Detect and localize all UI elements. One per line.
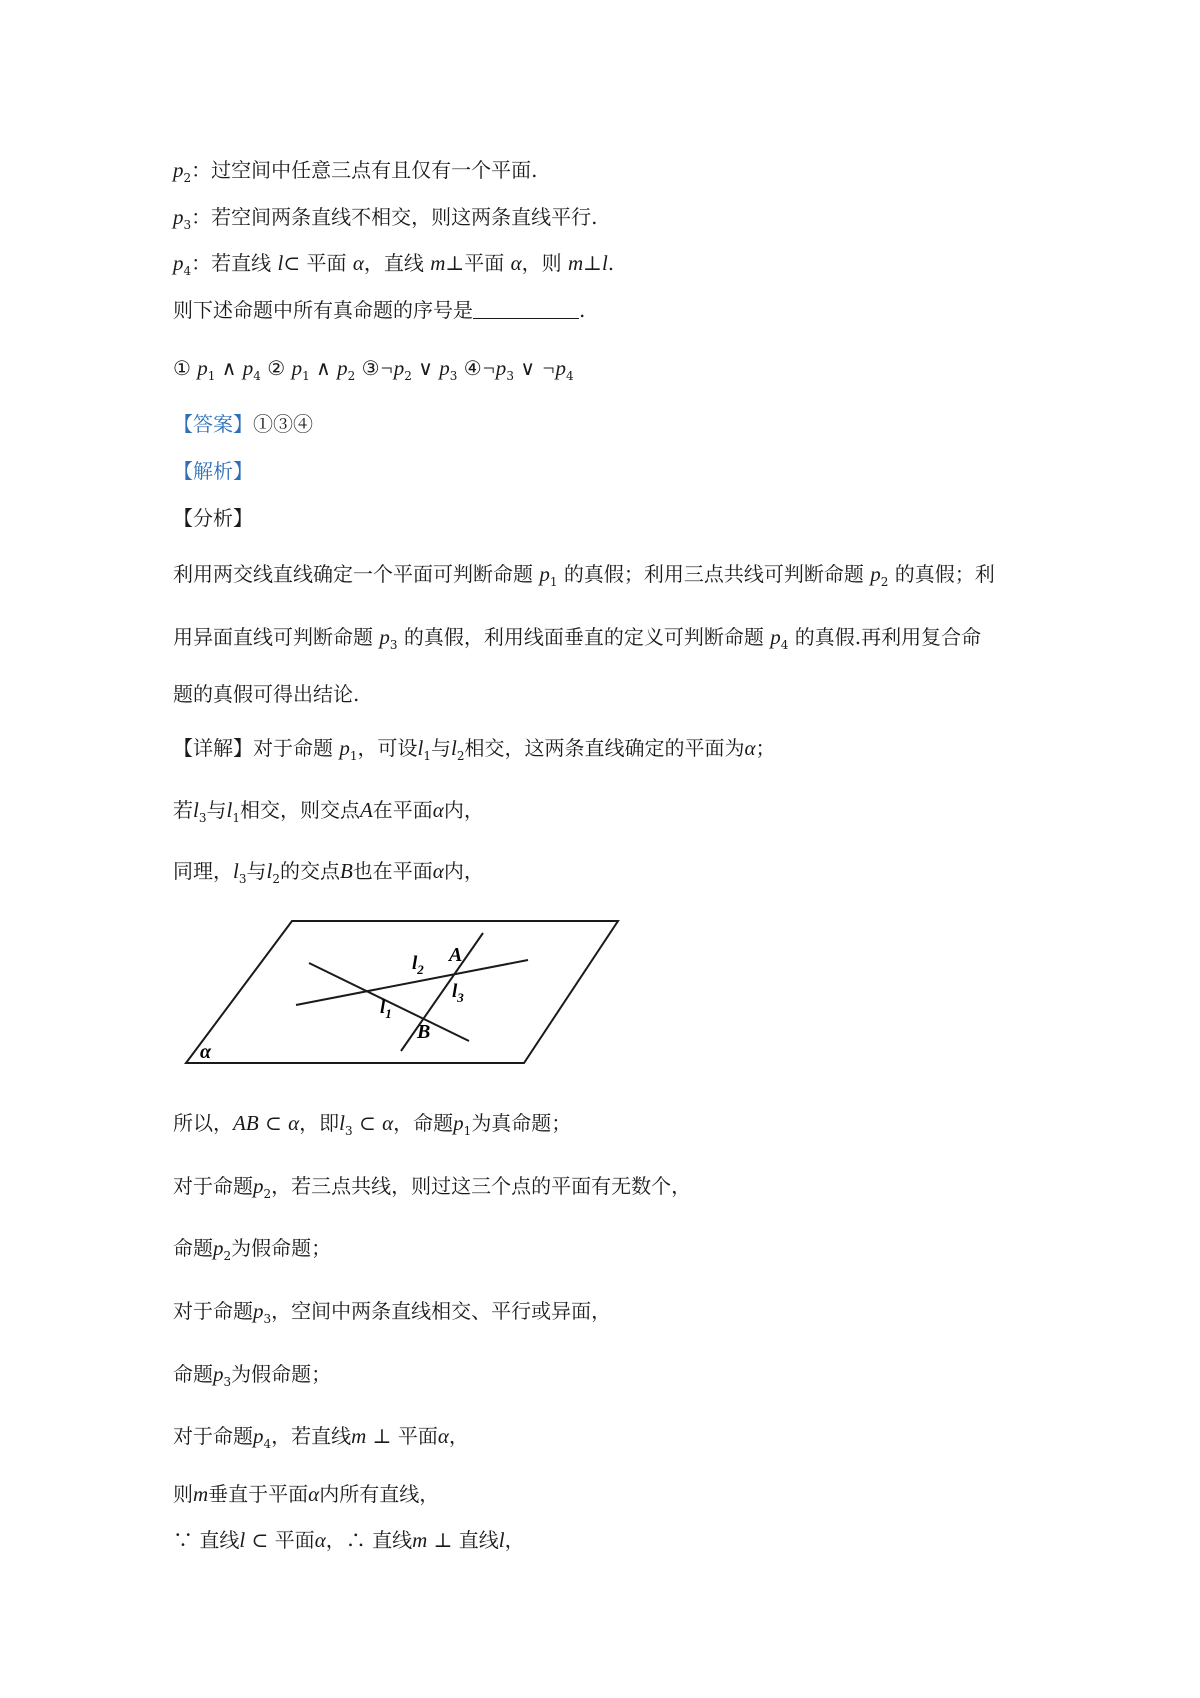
question: 则下述命题中所有真命题的序号是 . [173, 298, 586, 322]
proposition-p3: $p_3$：若空间两条直线不相交，则这两条直线平行. [173, 205, 598, 232]
plane-lines-figure [180, 915, 620, 1075]
option-2: ② $p_1$ ∧ $p_2$ [267, 356, 356, 383]
options-line [173, 358, 574, 382]
analysis-label: 【解析】 [173, 459, 253, 483]
label-l2: $l_2$ [412, 953, 424, 977]
detail-line-7: 对于命题$p_3$，空间中两条直线相交、平行或异面， [173, 1299, 612, 1326]
option-4: $④\neg p_3$ ∨ $\neg p_4$ [463, 356, 574, 383]
detail-line-11: ∵ 直线l ⊂ 平面α，∴ 直线m ⊥ 直线l， [173, 1528, 525, 1552]
detail-line-10: 则m垂直于平面α内所有直线， [173, 1482, 440, 1506]
answer-line [173, 414, 313, 434]
label-B: B [417, 1021, 431, 1043]
detail-line-1: 【详解】对于命题 $p_1$，可设$l_1$与$l_2$相交，这两条直线确定的平面为α； [173, 736, 776, 763]
option-3: $③\neg p_2$ ∨ $p_3$ [361, 356, 458, 383]
label-l1: $l_1$ [380, 997, 392, 1021]
detail-line-3: 同理，$l_3$与$l_2$的交点B也在平面α内， [173, 859, 484, 886]
detail-line-2: 若$l_3$与$l_1$相交，则交点A在平面α内， [173, 798, 484, 825]
answer-label: 【答案】 [173, 412, 253, 436]
fenxi-line-2: 用异面直线可判断命题 $p_3$ 的真假，利用线面垂直的定义可判断命题 $p_4$ 的真假.再利用复合命 [173, 625, 982, 652]
proposition-p2: $p_2$：过空间中任意三点有且仅有一个平面. [173, 158, 538, 185]
label-l3: $l_3$ [452, 981, 464, 1005]
detail-line-8: 命题$p_3$为假命题； [173, 1362, 332, 1389]
detail-line-6: 命题$p_2$为假命题； [173, 1236, 332, 1263]
answer-value: ①③④ [253, 412, 313, 436]
line-l1 [309, 963, 469, 1041]
line-l3 [401, 933, 483, 1051]
label-alpha: α [200, 1041, 212, 1063]
fenxi-label: 【分析】 [173, 506, 253, 530]
detail-line-9: 对于命题$p_4$，若直线m ⊥ 平面α， [173, 1424, 469, 1451]
plane-alpha [186, 921, 618, 1063]
proposition-p4: $p_4$：若直线 l⊂ 平面 α，直线 m⊥平面 α，则 m⊥l. [173, 251, 615, 278]
detail-line-5: 对于命题$p_2$，若三点共线，则过这三个点的平面有无数个， [173, 1174, 692, 1201]
fenxi-line-1: 利用两交线直线确定一个平面可判断命题 $p_1$ 的真假；利用三点共线可判断命题 $p_2$ 的真假；利 [173, 562, 995, 589]
detail-line-4: 所以，AB ⊂ α，即$l_3$ ⊂ α，命题$p_1$为真命题； [173, 1111, 572, 1138]
fenxi-line-3: 题的真假可得出结论. [173, 682, 360, 706]
option-1: ① $p_1$ ∧ $p_4$ [173, 356, 261, 383]
label-A: A [449, 944, 463, 966]
answer-blank [473, 300, 579, 319]
